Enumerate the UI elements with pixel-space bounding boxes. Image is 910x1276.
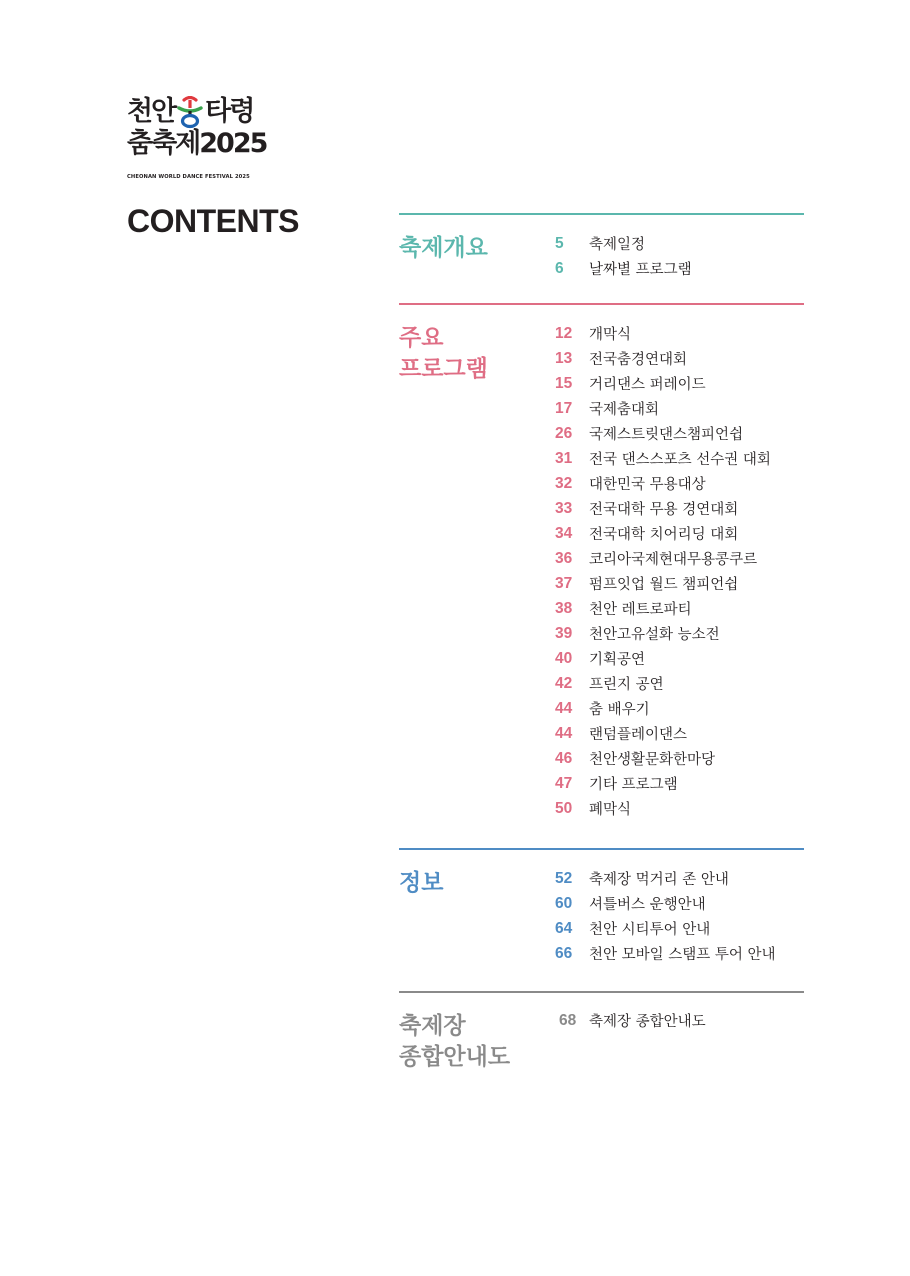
- page-number: 13: [555, 349, 573, 367]
- toc-entry[interactable]: [555, 646, 771, 671]
- section-items: [555, 231, 692, 281]
- festival-logo: [127, 96, 277, 188]
- page-number: 6: [555, 259, 564, 277]
- page-number: 17: [555, 399, 573, 417]
- section-main-programs: [399, 303, 804, 850]
- page-number: 33: [555, 499, 573, 517]
- page-number: 52: [555, 869, 573, 887]
- toc-entry[interactable]: [555, 916, 776, 941]
- entry-label: 랜덤플레이댄스: [589, 727, 688, 743]
- entry-label: 셔틀버스 운행안내: [589, 897, 706, 913]
- toc-entry[interactable]: [555, 521, 771, 546]
- entry-label: 천안생활문화한마당: [589, 752, 716, 768]
- entry-label: 코리아국제현대무용콩쿠르: [589, 552, 758, 568]
- page-number: 31: [555, 449, 573, 467]
- page-number: 66: [555, 944, 573, 962]
- entry-label: 프린지 공연: [589, 677, 664, 693]
- toc-entry[interactable]: [555, 256, 692, 281]
- entry-label: 천안 시티투어 안내: [589, 922, 711, 938]
- logo-text-taryeong: 타령: [205, 96, 254, 127]
- toc-entry[interactable]: [555, 421, 771, 446]
- section-items: [555, 321, 771, 821]
- toc-entry[interactable]: [555, 321, 771, 346]
- page-number: 60: [555, 894, 573, 912]
- page-number: 15: [555, 374, 573, 392]
- entry-label: 펌프잇업 월드 챔피언쉽: [589, 577, 739, 593]
- entry-label: 기획공연: [589, 652, 646, 668]
- dancer-logo-icon: [175, 96, 205, 128]
- toc-entry[interactable]: [555, 346, 771, 371]
- entry-label: 전국대학 무용 경연대회: [589, 502, 739, 518]
- entry-label: 거리댄스 퍼레이드: [589, 377, 706, 393]
- section-items: [555, 1008, 706, 1033]
- section-venue-guide: [399, 991, 804, 1083]
- page-number: 47: [555, 774, 573, 792]
- toc-entry[interactable]: [555, 866, 776, 891]
- toc-entry[interactable]: [555, 546, 771, 571]
- section-title: 정보: [399, 870, 444, 896]
- toc-entry[interactable]: [555, 796, 771, 821]
- entry-label: 폐막식: [589, 802, 632, 818]
- toc-entry[interactable]: [555, 746, 771, 771]
- section-title: 주요 프로그램: [399, 325, 488, 382]
- page-number: 40: [555, 649, 573, 667]
- toc-entry[interactable]: [555, 396, 771, 421]
- section-title: 축제장 종합안내도: [399, 1013, 511, 1070]
- toc-entry[interactable]: [555, 891, 776, 916]
- page-number: 12: [555, 324, 573, 342]
- page-number: 26: [555, 424, 573, 442]
- entry-label: 국제스트릿댄스챔피언쉽: [589, 427, 744, 443]
- entry-label: 천안고유설화 능소전: [589, 627, 720, 643]
- logo-line1: [127, 96, 253, 128]
- entry-label: 국제춤대회: [589, 402, 660, 418]
- toc-entry[interactable]: [555, 231, 692, 256]
- page-number: 44: [555, 699, 573, 717]
- section-title: 축제개요: [399, 235, 488, 261]
- page-number: 38: [555, 599, 573, 617]
- page-number: 42: [555, 674, 573, 692]
- page-number: 68: [559, 1011, 577, 1029]
- page-number: 37: [555, 574, 573, 592]
- toc-entry[interactable]: [555, 771, 771, 796]
- section-festival-overview: [399, 213, 804, 305]
- entry-label: 전국대학 치어리딩 대회: [589, 527, 739, 543]
- entry-label: 춤 배우기: [589, 702, 650, 718]
- toc-entry[interactable]: [555, 471, 771, 496]
- logo-subtitle: CHEONAN WORLD DANCE FESTIVAL 2025: [127, 174, 250, 180]
- entry-label: 전국 댄스스포츠 선수권 대회: [589, 452, 771, 468]
- page-number: 39: [555, 624, 573, 642]
- contents-heading: CONTENTS: [127, 203, 299, 239]
- page-number: 36: [555, 549, 573, 567]
- section-information: [399, 848, 804, 993]
- toc-entry[interactable]: [555, 941, 776, 966]
- toc-entry[interactable]: [555, 446, 771, 471]
- toc-entry[interactable]: [555, 721, 771, 746]
- section-items: [555, 866, 776, 966]
- toc-entry[interactable]: [555, 671, 771, 696]
- entry-label: 개막식: [589, 327, 632, 343]
- logo-text-cheonan: 천안: [127, 96, 176, 127]
- page-number: 44: [555, 724, 573, 742]
- page-number: 64: [555, 919, 573, 937]
- entry-label: 천안 레트로파티: [589, 602, 692, 618]
- entry-label: 축제장 종합안내도: [589, 1014, 706, 1030]
- entry-label: 천안 모바일 스탬프 투어 안내: [589, 947, 776, 963]
- toc-entry[interactable]: [555, 621, 771, 646]
- toc-entry[interactable]: [555, 496, 771, 521]
- page-number: 32: [555, 474, 573, 492]
- entry-label: 대한민국 무용대상: [589, 477, 706, 493]
- toc-entry[interactable]: [555, 696, 771, 721]
- toc-entry[interactable]: [555, 1008, 706, 1033]
- entry-label: 기타 프로그램: [589, 777, 678, 793]
- entry-label: 날짜별 프로그램: [589, 262, 692, 278]
- page-number: 50: [555, 799, 573, 817]
- toc-entry[interactable]: [555, 596, 771, 621]
- entry-label: 전국춤경연대회: [589, 352, 688, 368]
- page-number: 34: [555, 524, 573, 542]
- page-number: 46: [555, 749, 573, 767]
- entry-label: 축제일정: [589, 237, 646, 253]
- toc-entry[interactable]: [555, 371, 771, 396]
- toc-entry[interactable]: [555, 571, 771, 596]
- logo-line2: 춤축제2025: [127, 128, 267, 159]
- entry-label: 축제장 먹거리 존 안내: [589, 872, 729, 888]
- page-number: 5: [555, 234, 564, 252]
